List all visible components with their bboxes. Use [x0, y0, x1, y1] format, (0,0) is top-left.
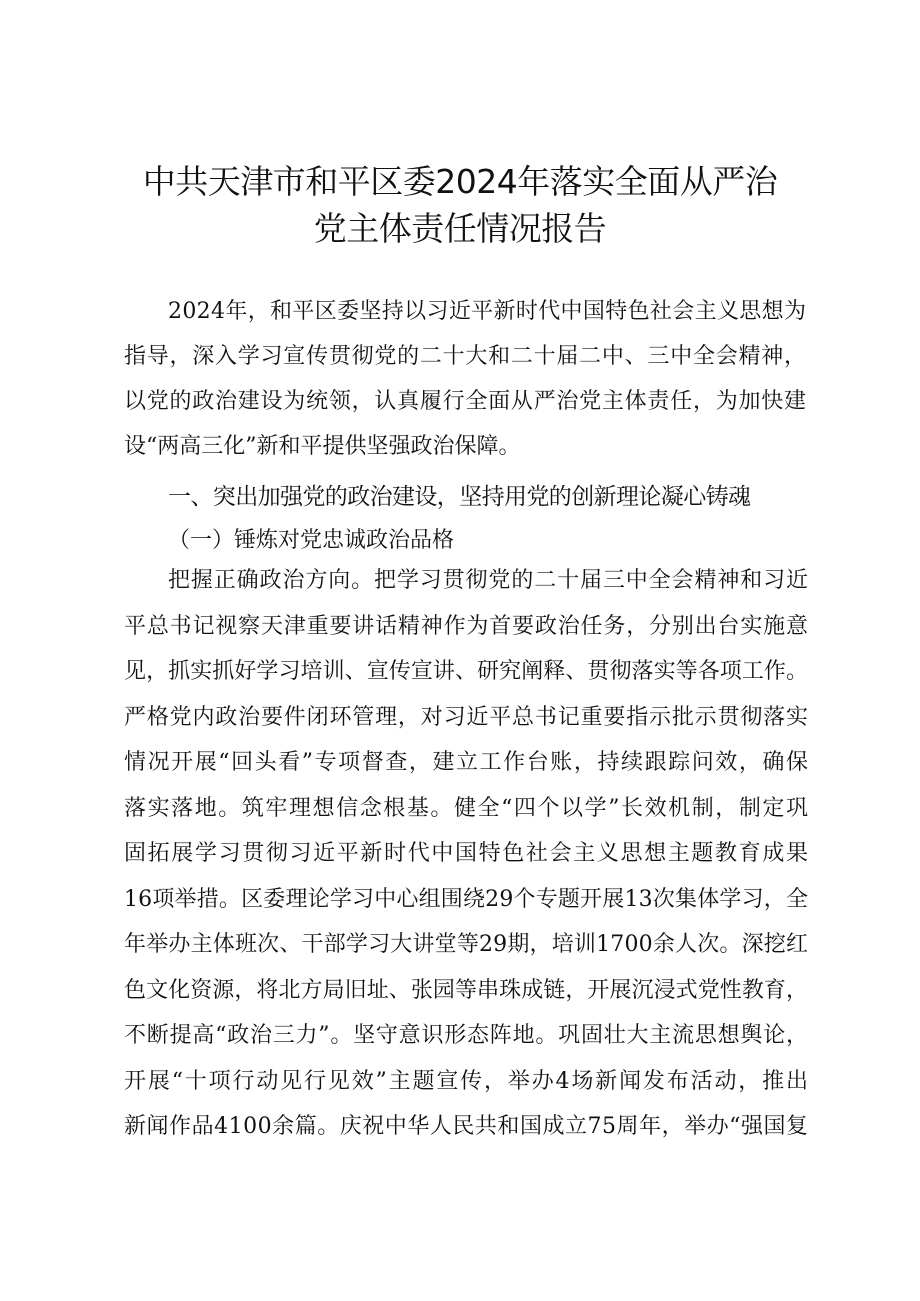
- text-line: 落实落地。筑牢理想信念根基。健全“四个以学”长效机制，制定巩: [124, 795, 810, 821]
- text-line: 不断提高“政治三力”。坚守意识形态阵地。巩固壮大主流思想舆论，: [124, 1023, 809, 1048]
- text-line: 新闻作品4100余篇。庆祝中华人民共和国成立75周年，举办“强国复: [124, 1114, 809, 1139]
- subsection-heading: （一）锤炼对党忠诚政治品格: [168, 528, 455, 553]
- text-line: 2024年，和平区委坚持以习近平新时代中国特色社会主义思想为: [168, 299, 807, 324]
- text-line: 色文化资源，将北方局旧址、张园等串珠成链，开展沉浸式党性教育，: [124, 977, 809, 1003]
- document-title-line-1: 中共天津市和平区委2024年落实全面从严治: [142, 162, 778, 201]
- text-line: 平总书记视察天津重要讲话精神作为首要政治任务，分别出台实施意: [124, 613, 809, 639]
- text-line: 设“两高三化”新和平提供坚强政治保障。: [124, 434, 521, 459]
- text-line: 年举办主体班次、干部学习大讲堂等29期，培训1700余人次。深挖红: [124, 932, 809, 957]
- text-line: 把握正确政治方向。把学习贯彻党的二十届三中全会精神和习近: [168, 568, 809, 593]
- text-line: 情况开展“回头看”专项督查，建立工作台账，持续跟踪问效，确保: [124, 750, 810, 775]
- text-line: 开展“十项行动见行见效”主题宣传，举办4场新闻发布活动，推出: [124, 1068, 810, 1094]
- section-heading: 一、突出加强党的政治建设，坚持用党的创新理论凝心铸魂: [168, 484, 751, 510]
- text-line: 严格党内政治要件闭环管理，对习近平总书记重要指示批示贯彻落实: [124, 704, 809, 730]
- text-line: 16项举措。区委理论学习中心组围绕29个专题开展13次集体学习，全: [124, 886, 809, 912]
- text-line: 见，抓实抓好学习培训、宣传宣讲、研究阐释、贯彻落实等各项工作。: [124, 659, 809, 684]
- document-title-line-2: 党主体责任情况报告: [313, 209, 607, 248]
- text-line: 以党的政治建设为统领，认真履行全面从严治党主体责任，为加快建: [124, 389, 807, 414]
- text-line: 固拓展学习贯彻习近平新时代中国特色社会主义思想主题教育成果: [124, 841, 810, 866]
- text-line: 指导，深入学习宣传贯彻党的二十大和二十届二中、三中全会精神，: [124, 344, 807, 369]
